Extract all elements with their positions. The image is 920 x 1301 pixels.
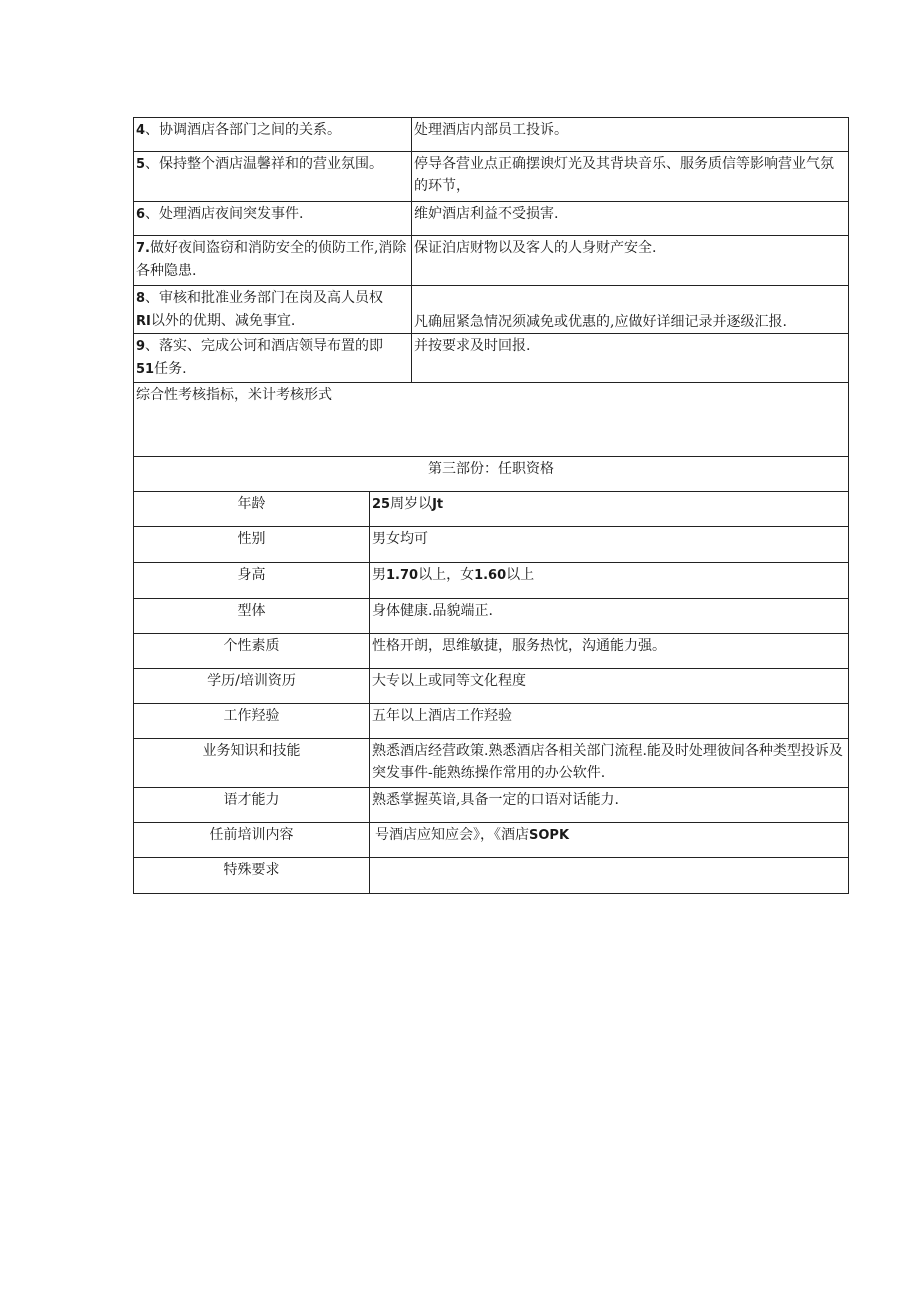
qual-value: 25周岁以Jt [372,496,444,512]
section3-title: 第三部份：任职资格 [428,461,554,477]
qual-label: 特殊要求 [134,858,370,893]
qual-label: 语才能力 [134,788,370,822]
duty-right: 凡确屈紧急情况须减免或优惠的,应做好详细记录并逐级汇报. [414,314,787,330]
qual-row-education [133,669,849,704]
qual-value [370,858,848,893]
duty-right: 停导各营业点正确摆谀灯光及其背块音乐、服务质信等影响营业气氛的环节， [414,156,834,194]
qual-label: 身高 [134,563,370,598]
duty-left: 5、保持整个酒店温馨祥和的营业氛围。 [134,152,412,201]
duty-row-7 [133,236,849,286]
duty-row-9 [133,334,849,383]
qual-label: 年龄 [134,492,370,526]
qual-row-build [133,599,849,634]
qual-label: 性别 [134,527,370,562]
duty-row-5 [133,152,849,202]
qual-row-height [133,563,849,599]
duty-left: 6、处理酒店夜间突发事件. [134,202,412,235]
qual-label: 学历/培训资历 [134,669,370,703]
qual-row-training [133,823,849,858]
duty-right: 处理酒店内部员工投诉。 [414,122,568,138]
duty-left: 9、落实、完成公诃和酒店领导布置的即 51任务. [134,334,412,382]
kpi-row [133,383,849,457]
qual-row-special [133,858,849,894]
duty-right: 并按要求及时回报. [414,338,531,354]
qual-value: 熟悉掌握英谙,具备一定的口语对话能力. [372,792,619,808]
qual-row-skills [133,739,849,788]
qual-row-language [133,788,849,823]
duty-row-6 [133,202,849,236]
qual-row-gender [133,527,849,563]
qual-row-experience [133,704,849,739]
job-description-table [133,117,849,894]
qual-value: 熟悉酒店经营政策.熟悉酒店各相关部门流程.能及时处理彼间各种类型投诉及突发事件-能熟练操作常用的办公软件. [372,743,843,781]
qual-value: 大专以上或同等文化程度 [372,673,526,689]
qual-label: 个性素质 [134,634,370,668]
qual-value: 男女均可 [372,531,428,547]
qual-value: 男1.70以上，女1.60以上 [372,567,535,583]
duty-right: 维妒酒店利益不受损害. [414,206,559,222]
qual-label: 任前培训内容 [134,823,370,857]
duty-right: 保证泊店财物以及客人的人身财产安全. [414,240,657,256]
duty-left: 7.做好夜间盗窃和消防安全的侦防工作,消除各种隐患. [134,236,412,285]
qual-value: 身体健康.品貌端正. [372,603,493,619]
qual-value: 号酒店应知应会》，《酒店SOPK [375,827,570,843]
duty-row-8 [133,286,849,334]
duty-left: 8、审核和批准业务部门在岗及高人员权 RI以外的优期、减免事宜. [134,286,412,333]
duty-row-4 [133,117,849,152]
qual-row-age [133,492,849,527]
qual-row-personality [133,634,849,669]
qual-label: 工作羟验 [134,704,370,738]
section3-header [133,457,849,492]
qual-label: 业务知识和技能 [134,739,370,787]
kpi-label: 综合性考核指标，米计考核形式 [136,387,332,403]
qual-label: 型体 [134,599,370,633]
qual-value: 性格开朗，思维敏捷，服务热忱，沟通能力强。 [372,638,666,654]
duty-left: 4、协调酒店各部门之间的关系。 [134,118,412,151]
qual-value: 五年以上酒店工作羟验 [372,708,512,724]
